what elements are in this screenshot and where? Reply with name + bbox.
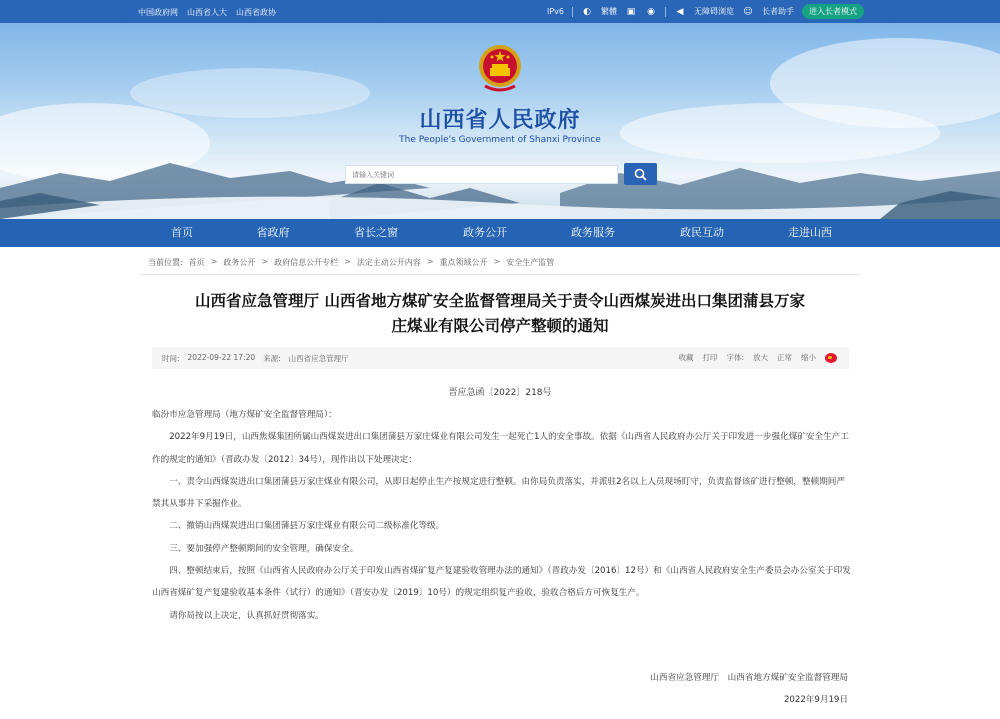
- breadcrumb-separator: >: [344, 257, 351, 266]
- nav-item-provincial-gov[interactable]: 省政府: [256, 226, 290, 239]
- print-button[interactable]: 打印: [702, 353, 718, 362]
- ipv6-label: IPv6: [546, 7, 564, 16]
- signature-date: 2022年9月19日: [783, 695, 848, 705]
- elder-assistant-link[interactable]: 长者助手: [762, 7, 794, 16]
- top-links: [138, 7, 276, 18]
- search-button[interactable]: [624, 163, 657, 185]
- article-paragraph: 2022年9月19日，山西焦煤集团所属山西煤炭进出口集团蒲县万家庄煤业有限公司发生一起死亡1人的安全事故。依据《山西省人民政府办公厅关于印发进一步强化煤矿安全生产工作的规定的通知》（晋政办发〔2012〕34号），现作出以下处理决定：: [152, 432, 849, 465]
- divider: [665, 7, 666, 17]
- breadcrumb-label: 当前位置:: [148, 258, 183, 267]
- contrast-icon[interactable]: ◐: [583, 6, 591, 17]
- article-title-line: 山西省应急管理厅 山西省地方煤矿安全监督管理局关于责令山西煤炭进出口集团蒲县万家: [195, 292, 805, 310]
- breadcrumb-separator: >: [493, 257, 501, 266]
- article-signature-block: [650, 667, 848, 711]
- breadcrumb-item[interactable]: 首页: [188, 258, 205, 267]
- breadcrumb-item[interactable]: 政务公开: [223, 258, 256, 267]
- top-link-cppcc[interactable]: 山西省政协: [236, 8, 276, 17]
- search-input[interactable]: [352, 166, 611, 183]
- font-normal-button[interactable]: 正常: [777, 353, 792, 362]
- nav-item-services[interactable]: 政务服务: [571, 226, 615, 239]
- nav-item-open-gov[interactable]: 政务公开: [463, 226, 507, 239]
- breadcrumb-separator: >: [210, 257, 218, 266]
- article-paragraph: 一、责令山西煤炭进出口集团蒲县万家庄煤业有限公司，从即日起停止生产按规定进行整顿。由你局负责落实，并派驻2名以上人员现场盯守，负责监督该矿进行整顿，整顿期间严禁其从事井下采掘作业。: [152, 476, 845, 510]
- article-paragraph: 请你局按以上决定，认真抓好贯彻落实。: [169, 610, 324, 621]
- breadcrumb-item[interactable]: 安全生产监管: [506, 258, 555, 267]
- wechat-icon[interactable]: ▣: [626, 6, 636, 17]
- search-field[interactable]: [345, 165, 618, 184]
- article-title-line: 庄煤业有限公司停产整顿的通知: [391, 317, 609, 335]
- divider: [140, 274, 860, 275]
- accessibility-icon: ◀: [676, 6, 684, 17]
- elder-mode-button[interactable]: 进入长者模式: [802, 4, 864, 19]
- font-enlarge-button[interactable]: 放大: [753, 353, 768, 362]
- nav-item-governor[interactable]: 省长之窗: [354, 226, 398, 239]
- article-paragraph: 三、要加强停产整顿期间的安全管理，确保安全。: [169, 543, 359, 554]
- article-tools: [678, 352, 837, 363]
- font-size-label: 字体:: [726, 353, 744, 362]
- top-bar: [0, 0, 1000, 23]
- main-nav: [0, 219, 1000, 247]
- article-paragraph: 四、整顿结束后，按照《山西省人民政府办公厅关于印发山西省煤矿复产复建验收管理办法的通知》（晋政办发〔2016〕12号）和《山西省人民政府安全生产委员会办公室关于印发山西省煤矿复产复建验收基本条件（试行）的通知》（晋安办发〔2019〕10号）的规定组织复产验收，验收合格后方可恢复生产。: [152, 566, 851, 599]
- breadcrumb-item[interactable]: 重点领域公开: [439, 258, 488, 267]
- favorite-button[interactable]: 收藏: [678, 353, 694, 362]
- source-value: 山西省应急管理厅: [288, 354, 349, 363]
- document-number: 晋应急函〔2022〕218号: [448, 388, 552, 398]
- article-meta-bar: [152, 347, 849, 369]
- nav-item-interaction[interactable]: 政民互动: [680, 226, 724, 239]
- divider: [572, 7, 573, 17]
- publish-time: 2022-09-22 17:20: [187, 353, 256, 362]
- nav-item-home[interactable]: 首页: [171, 226, 193, 239]
- weibo-share-icon[interactable]: [825, 353, 837, 363]
- article-meta: [162, 353, 349, 364]
- header-banner: [0, 23, 1000, 219]
- article-paragraph: 二、撤销山西煤炭进出口集团蒲县万家庄煤业有限公司二级标准化等级。: [169, 521, 445, 532]
- search-icon: [634, 168, 647, 181]
- breadcrumb-item[interactable]: 政府信息公开专栏: [274, 258, 339, 267]
- user-icon[interactable]: ◉: [647, 6, 655, 17]
- article-body: [152, 404, 852, 627]
- top-link-gov[interactable]: 中国政府网: [138, 8, 178, 17]
- breadcrumb-item[interactable]: 法定主动公开内容: [356, 258, 421, 267]
- site-subtitle: The People's Government of Shanxi Province: [399, 135, 601, 145]
- breadcrumb-separator: >: [426, 257, 434, 266]
- source-label: 来源:: [263, 354, 281, 363]
- site-title: 山西省人民政府: [419, 107, 581, 133]
- font-shrink-button[interactable]: 缩小: [801, 353, 816, 362]
- nav-item-shanxi[interactable]: 走进山西: [788, 226, 832, 239]
- article-title: [140, 289, 860, 339]
- breadcrumb: [148, 257, 554, 268]
- elder-assistant-icon: ☺: [743, 6, 753, 17]
- top-tools: [547, 4, 864, 19]
- breadcrumb-separator: >: [261, 257, 269, 266]
- accessibility-link[interactable]: 无障碍浏览: [694, 7, 734, 16]
- time-label: 时间:: [162, 354, 180, 363]
- top-link-npc[interactable]: 山西省人大: [187, 8, 227, 17]
- signature: 山西省应急管理厅 山西省地方煤矿安全监督管理局: [650, 673, 848, 683]
- national-emblem-icon: [477, 42, 523, 94]
- article-paragraph: 临汾市应急管理局（地方煤矿安全监督管理局）：: [152, 410, 337, 420]
- traditional-chinese-link[interactable]: 繁體: [601, 7, 617, 16]
